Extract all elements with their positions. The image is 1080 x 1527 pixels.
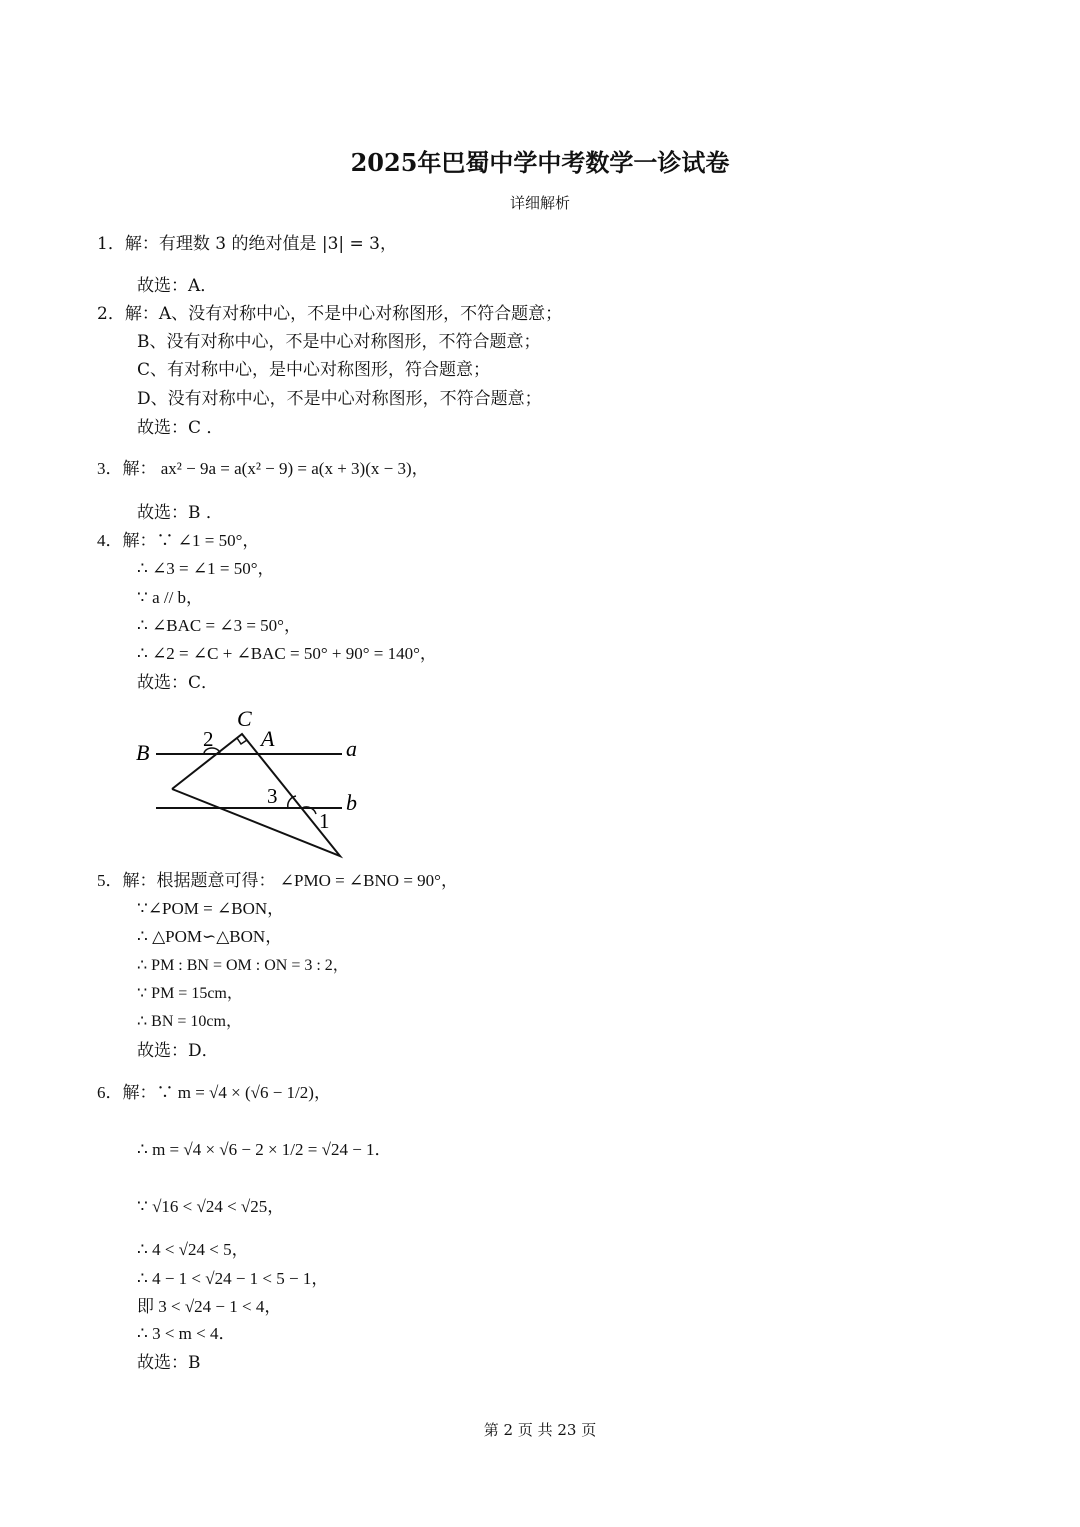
q5-answer: 故选：D． bbox=[137, 1041, 219, 1061]
q1-answer: 故选：A． bbox=[137, 276, 218, 296]
triangle bbox=[172, 734, 340, 856]
q6-line-4: ∴ 4 < √24 < 5， bbox=[137, 1240, 249, 1259]
label-angle-1: 1 bbox=[319, 809, 330, 833]
q4-line-2: ∴ ∠3 = ∠1 = 50°， bbox=[137, 559, 275, 578]
q4-line-1: 4．解：∵ ∠1 = 50°， bbox=[97, 531, 260, 550]
q5-line-3: ∴ △POM∽△BON， bbox=[137, 927, 283, 946]
angle-3-arc bbox=[288, 796, 296, 808]
q5-line-2: ∵∠POM = ∠BON， bbox=[137, 899, 285, 918]
q2-line-2: B、没有对称中心，不是中心对称图形，不符合题意； bbox=[137, 332, 541, 352]
q6-line-6: 即 3 < √24 − 1 < 4， bbox=[137, 1297, 282, 1316]
q2-answer: 故选：C ． bbox=[137, 418, 224, 438]
q5-line-5: ∵ PM = 15cm， bbox=[137, 985, 243, 1002]
label-angle-3: 3 bbox=[267, 784, 278, 808]
page-subtitle: 详细解析 bbox=[509, 194, 570, 212]
q6-line-7: ∴ 3 < m < 4． bbox=[137, 1324, 236, 1343]
q2-line-1: 2．解：A、没有对称中心，不是中心对称图形，不符合题意； bbox=[97, 304, 563, 324]
q6-line-1: 6．解：∵ m = √4 × (√6 − 1/2)， bbox=[97, 1083, 331, 1102]
label-a: a bbox=[346, 736, 357, 761]
q6-line-3: ∵ √16 < √24 < √25， bbox=[137, 1197, 285, 1216]
label-angle-2: 2 bbox=[203, 727, 214, 751]
q3-answer: 故选：B ． bbox=[137, 503, 223, 523]
label-b: b bbox=[346, 790, 357, 815]
label-B: B bbox=[136, 740, 150, 765]
q2-line-4: D、没有对称中心，不是中心对称图形，不符合题意； bbox=[137, 389, 542, 409]
page-footer: 第 2 页 共 23 页 bbox=[483, 1421, 597, 1439]
q3-line-1: 3．解： ax² − 9a = a(x² − 9) = a(x + 3)(x − 3)， bbox=[97, 459, 429, 478]
q1-line-1: 1．解：有理数 3 的绝对值是 |3| = 3， bbox=[97, 234, 397, 254]
q2-line-3: C、有对称中心，是中心对称图形，符合题意； bbox=[137, 360, 491, 380]
label-A: A bbox=[261, 726, 275, 751]
label-C: C bbox=[237, 706, 252, 731]
q5-line-6: ∴ BN = 10cm， bbox=[137, 1013, 242, 1030]
q6-answer: 故选：B bbox=[137, 1353, 201, 1373]
q4-line-3: ∵ a // b， bbox=[137, 588, 204, 607]
q4-line-4: ∴ ∠BAC = ∠3 = 50°， bbox=[137, 616, 301, 635]
q6-line-5: ∴ 4 − 1 < √24 − 1 < 5 − 1， bbox=[137, 1269, 329, 1288]
q5-line-1: 5．解：根据题意可得： ∠PMO = ∠BNO = 90°， bbox=[97, 871, 458, 890]
q4-answer: 故选：C． bbox=[137, 673, 219, 693]
q5-line-4: ∴ PM : BN = OM : ON = 3 : 2， bbox=[137, 957, 349, 974]
q6-line-2: ∴ m = √4 × √6 − 2 × 1/2 = √24 − 1． bbox=[137, 1140, 392, 1159]
q4-line-5: ∴ ∠2 = ∠C + ∠BAC = 50° + 90° = 140°， bbox=[137, 644, 437, 663]
page-title: 2025年巴蜀中学中考数学一诊试卷 bbox=[350, 148, 730, 177]
q4-geometry-figure bbox=[130, 700, 380, 865]
